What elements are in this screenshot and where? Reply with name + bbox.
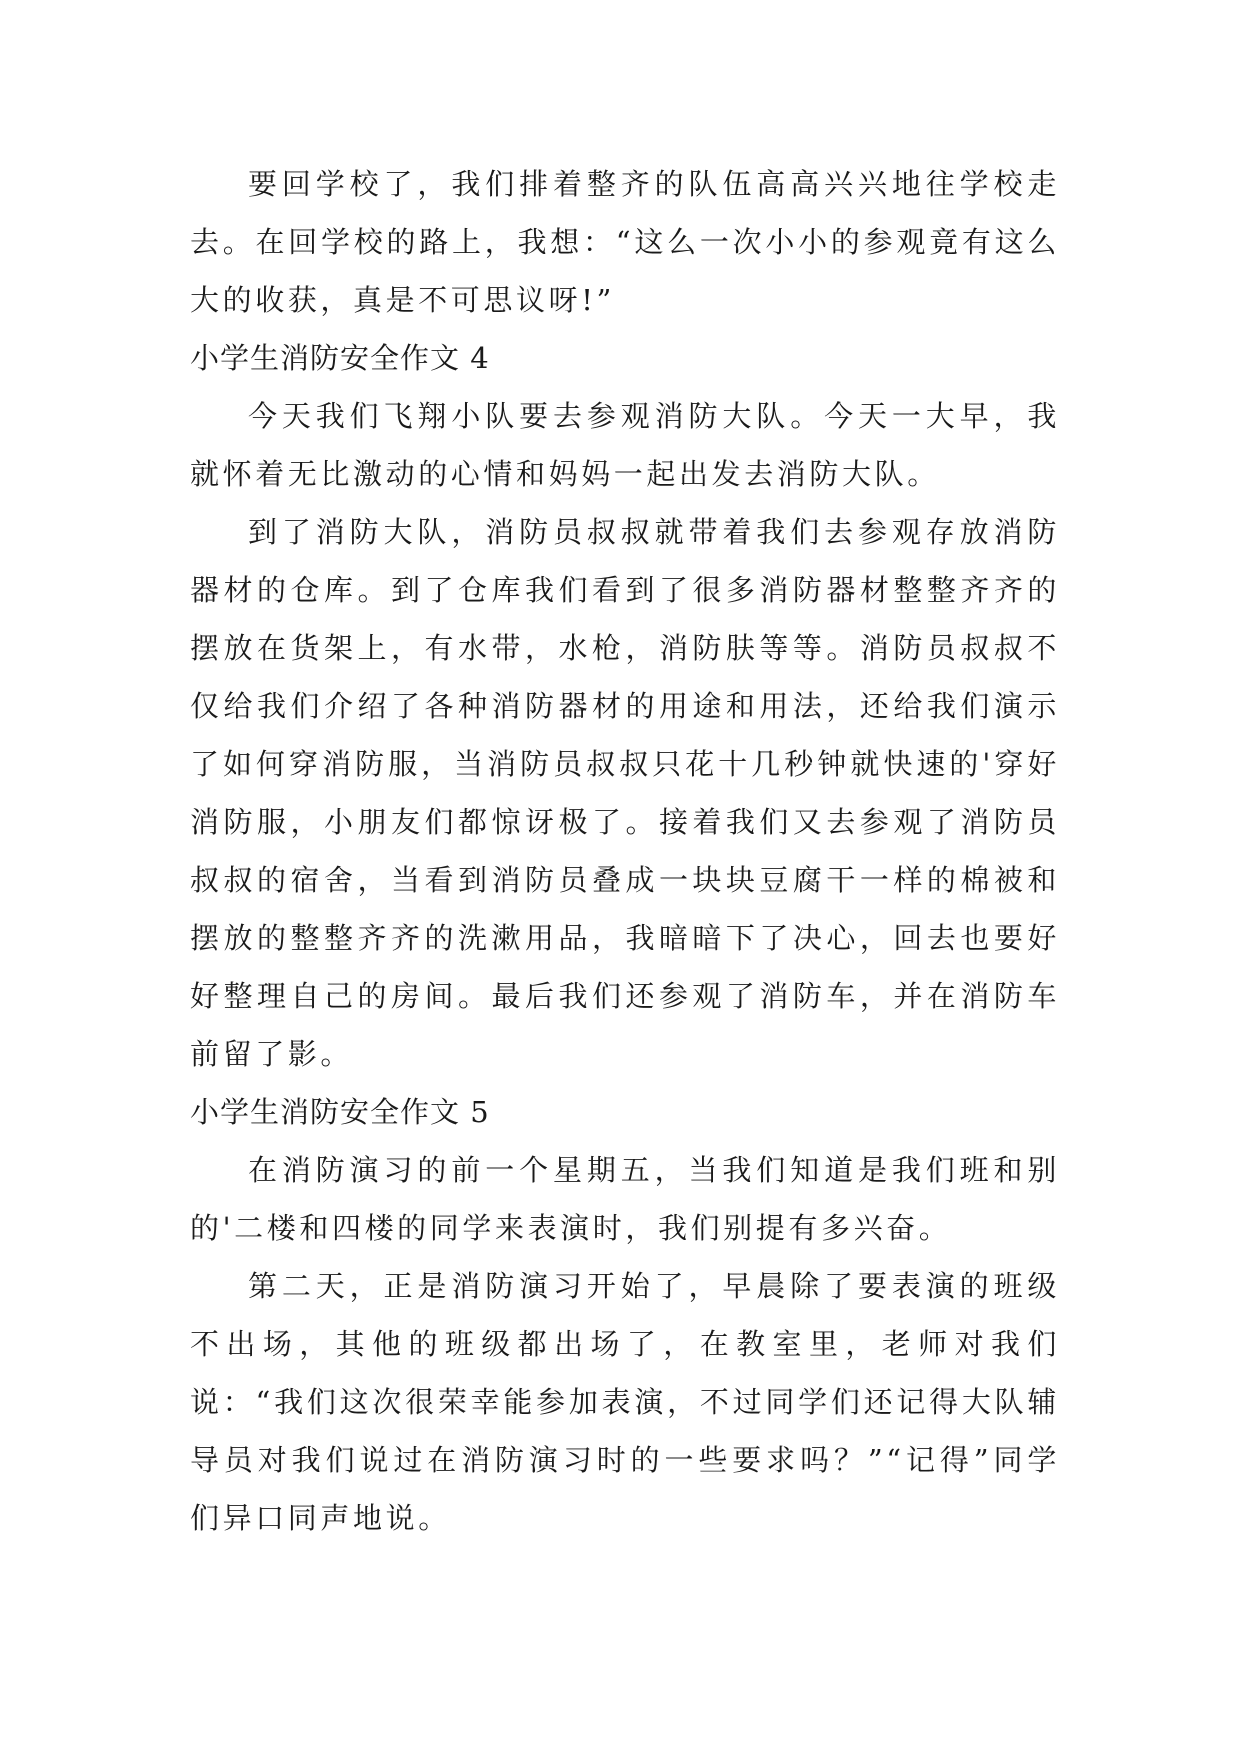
essay-5-heading: 小学生消防安全作文 5 [190,1095,490,1129]
paragraph-return-to-school: 要回学校了，我们排着整齐的队伍高高兴兴地往学校走去。在回学校的路上，我想：“这么一次小小的参观竟有这么大的收获，真是不可思议呀!” [190,167,1060,317]
essay-4-heading: 小学生消防安全作文 4 [190,341,490,375]
document-page [190,155,1060,1547]
paragraph-visit-fire-brigade: 今天我们飞翔小队要去参观消防大队。今天一大早，我就怀着无比激动的心情和妈妈一起出发去消防大队。 [190,399,1060,491]
paragraph-drill-friday: 在消防演习的前一个星期五，当我们知道是我们班和别的'二楼和四楼的同学来表演时，我们别提有多兴奋。 [190,1153,1060,1245]
paragraph-fire-equipment-warehouse: 到了消防大队，消防员叔叔就带着我们去参观存放消防器材的仓库。到了仓库我们看到了很多消防器材整整齐齐的摆放在货架上，有水带，水枪，消防肤等等。消防员叔叔不仅给我们介绍了各种消防器材的用途和用法，还给我们演示了如何穿消防服，当消防员叔叔只花十几秒钟就快速的'穿好消防服，小朋友们都惊讶极了。接着我们又去参观了消防员叔叔的宿舍，当看到消防员叠成一块块豆腐干一样的棉被和摆放的整整齐齐的洗漱用品，我暗暗下了决心，回去也要好好整理自己的房间。最后我们还参观了消防车，并在消防车前留了影。 [190,515,1060,1071]
paragraph-drill-day: 第二天，正是消防演习开始了，早晨除了要表演的班级不出场，其他的班级都出场了，在教室里，老师对我们说：“我们这次很荣幸能参加表演，不过同学们还记得大队辅导员对我们说过在消防演习时的一些要求吗？”“记得”同学们异口同声地说。 [190,1269,1060,1535]
